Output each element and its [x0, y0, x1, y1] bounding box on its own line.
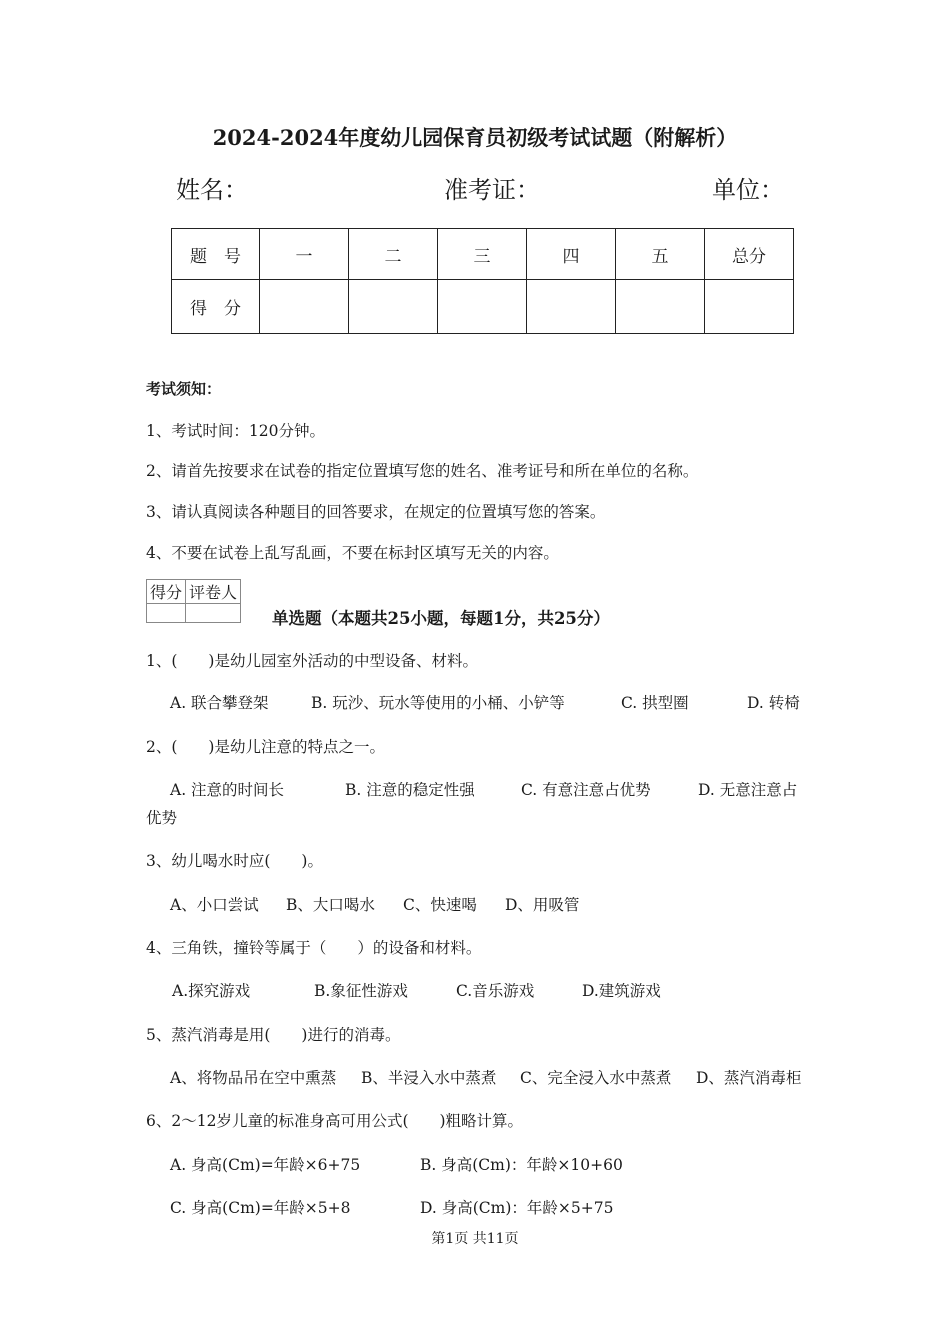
- question-option: D. 无意注意占: [698, 781, 798, 799]
- notice-item: 2、请首先按要求在试卷的指定位置填写您的姓名、准考证号和所在单位的名称。: [146, 462, 699, 480]
- grader-name-label: 评卷人: [186, 580, 241, 604]
- score-table-score-row: [172, 280, 794, 334]
- score-cell[interactable]: [705, 280, 794, 334]
- question-option: C.音乐游戏: [456, 982, 535, 1000]
- question-option: C. 拱型圈: [621, 694, 689, 712]
- question-stem: 2、( )是幼儿注意的特点之一。: [146, 738, 385, 756]
- question-option: B、半浸入水中蒸煮: [361, 1069, 497, 1087]
- question-stem: 5、蒸汽消毒是用( )进行的消毒。: [146, 1026, 401, 1044]
- score-row-label: 得 分: [172, 280, 260, 334]
- score-cell[interactable]: [616, 280, 705, 334]
- question-option: A. 注意的时间长: [170, 781, 285, 799]
- question-option: D.建筑游戏: [582, 982, 661, 1000]
- question-option: B. 玩沙、玩水等使用的小桶、小铲等: [311, 694, 565, 712]
- score-table-header-cell: 一: [260, 229, 349, 280]
- question-stem: 6、2～12岁儿童的标准身高可用公式( )粗略计算。: [146, 1112, 524, 1130]
- question-option: D. 身高(Cm)：年龄×5+75: [420, 1199, 614, 1217]
- question-option: C. 有意注意占优势: [521, 781, 651, 799]
- question-option: A、将物品吊在空中熏蒸: [170, 1069, 337, 1087]
- question-option: B. 注意的稳定性强: [345, 781, 475, 799]
- question-option: C、完全浸入水中蒸煮: [520, 1069, 672, 1087]
- question-option: D、用吸管: [505, 896, 580, 914]
- score-cell[interactable]: [527, 280, 616, 334]
- question-option: B、大口喝水: [286, 896, 375, 914]
- section-title: 单选题（本题共25小题，每题1分，共25分）: [272, 609, 610, 628]
- page-title: 2024-2024年度幼儿园保育员初级考试试题（附解析）: [212, 125, 738, 150]
- question-option: A. 身高(Cm)=年龄×6+75: [170, 1156, 361, 1174]
- grader-table: [146, 579, 241, 623]
- score-table-header-cell: 二: [349, 229, 438, 280]
- notice-item: 3、请认真阅读各种题目的回答要求，在规定的位置填写您的答案。: [146, 503, 606, 521]
- question-option: A.探究游戏: [172, 982, 251, 1000]
- score-cell[interactable]: [438, 280, 527, 334]
- question-option: B. 身高(Cm)：年龄×10+60: [420, 1156, 623, 1174]
- score-cell[interactable]: [260, 280, 349, 334]
- score-table-header-row: [172, 229, 794, 280]
- score-table-header-cell: 总分: [705, 229, 794, 280]
- score-table: [171, 228, 794, 334]
- question-option: C、快速喝: [403, 896, 477, 914]
- score-cell[interactable]: [349, 280, 438, 334]
- name-field-label: 姓名：: [176, 176, 248, 204]
- score-table-header-cell: 题 号: [172, 229, 260, 280]
- grader-score-cell[interactable]: [147, 604, 186, 623]
- grader-name-cell[interactable]: [186, 604, 241, 623]
- question-option: A. 联合攀登架: [170, 694, 269, 712]
- notice-item: 4、不要在试卷上乱写乱画，不要在标封区填写无关的内容。: [146, 544, 559, 562]
- notice-item: 1、考试时间：120分钟。: [146, 422, 325, 440]
- question-option: A、小口尝试: [170, 896, 259, 914]
- exam-id-field-label: 准考证：: [444, 176, 540, 204]
- notice-heading: 考试须知：: [146, 380, 222, 398]
- question-stem: 1、( )是幼儿园室外活动的中型设备、材料。: [146, 652, 478, 670]
- score-table-header-cell: 三: [438, 229, 527, 280]
- score-table-header-cell: 五: [616, 229, 705, 280]
- page-footer: 第1页 共11页: [431, 1231, 519, 1247]
- question-option-wrap: 优势: [146, 809, 178, 827]
- question-option: C. 身高(Cm)=年龄×5+8: [170, 1199, 351, 1217]
- grader-score-label: 得分: [147, 580, 186, 604]
- question-stem: 3、幼儿喝水时应( )。: [146, 852, 323, 870]
- question-option: B.象征性游戏: [314, 982, 408, 1000]
- score-table-header-cell: 四: [527, 229, 616, 280]
- question-option: D. 转椅: [747, 694, 800, 712]
- unit-field-label: 单位：: [712, 176, 784, 204]
- question-stem: 4、三角铁，撞铃等属于（ ）的设备和材料。: [146, 939, 482, 957]
- question-option: D、蒸汽消毒柜: [696, 1069, 802, 1087]
